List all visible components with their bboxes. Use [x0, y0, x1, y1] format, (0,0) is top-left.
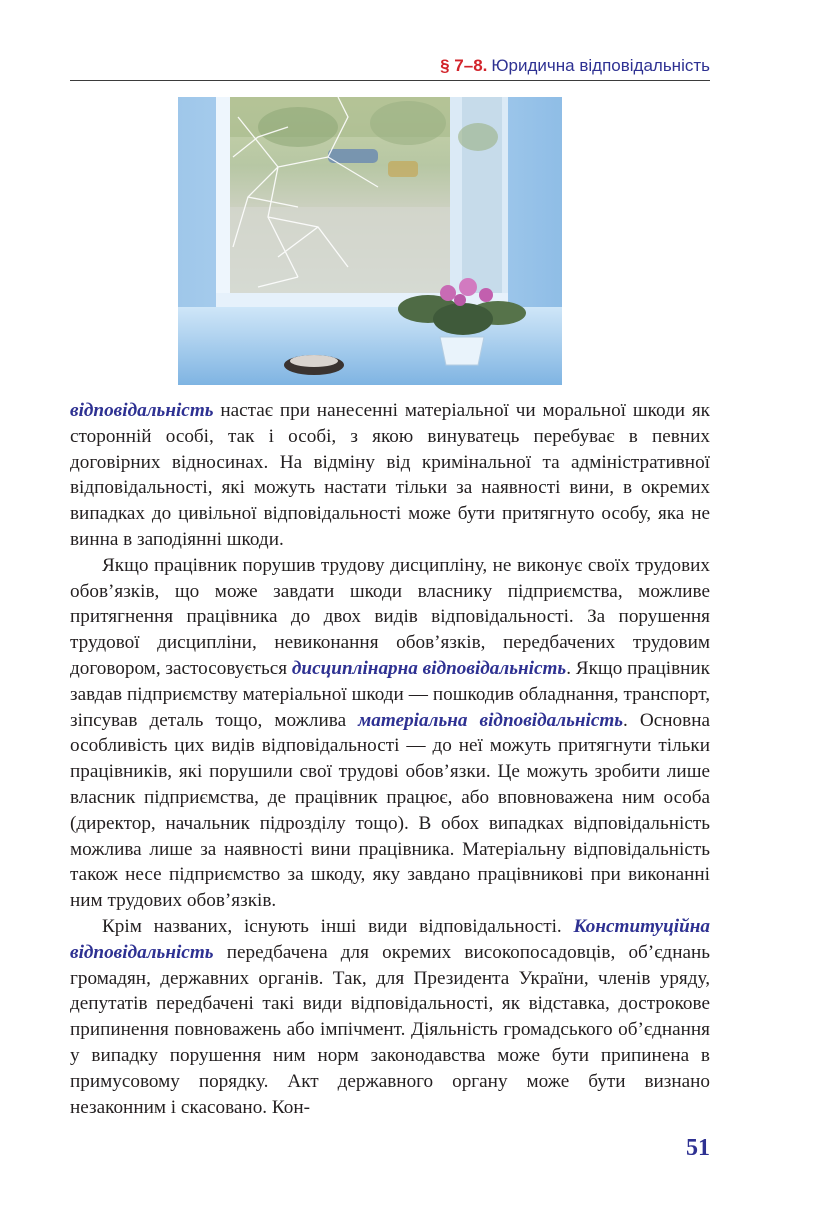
- running-header: [70, 54, 710, 81]
- paragraph-2-text-b: . Якщо працівник завдав підприємству матеріальної шкоди — пошкодив обладнання, транспорт, зіпсував деталь тощо, можлива: [70, 657, 711, 731]
- paragraph-3: [70, 914, 710, 1120]
- paragraph-1: [70, 398, 710, 553]
- broken-window-photo: [178, 97, 562, 385]
- term-civil-responsibility: відповідальність: [70, 400, 214, 421]
- term-disciplinary-responsibility: дисциплінарна відповідальність: [291, 657, 567, 679]
- paragraph-2-text-c: . Основна особливість цих видів відповідальності — до неї можуть притягнути тільки працівників, які порушили свої трудові обов’язки. Це можуть зробити лише власник підприємства, де працівник працює, або вповноважена ним особа (директор, начальник підрозділу тощо). В обох випадках відповідальність можлива лише за наявності вини працівника. Матеріальну відповідальність також несе підприємство за шкоду, яку завдано працівникові при виконанні ним трудових обов’язків.: [70, 709, 710, 912]
- paragraph-2-text-a: Якщо працівник порушив трудову дисципліну, не виконує своїх трудових обов’язків, що може завдати шкоди власнику підприємства, можливе притягнення працівника до двох видів відповідальності. За порушення трудової дисципліни, невиконання обов’язків, передбачених трудовим договором, застосовується: [70, 554, 710, 679]
- page-number: 51: [686, 1135, 710, 1161]
- paragraph-3-text-b: передбачена для окремих високопосадовців, об’єднань громадян, державних органів. Так, для Президента України, членів уряду, депутатів передбачені такі види відповідальності, як відставка, дострокове припинення повноважень або імпічмент. Діяльність громадського об’єднання у випадку порушення ним норм законодавства може бути припинена в примусовому порядку. Акт державного органу може бути визнано незаконним і скасовано. Кон-: [70, 941, 710, 1118]
- paragraph-2: [70, 553, 710, 914]
- section-number: § 7–8.: [440, 56, 488, 75]
- term-constitutional-responsibility: Конституційна відповідальність: [70, 915, 710, 963]
- term-material-responsibility: матеріальна відповідальність: [358, 709, 624, 731]
- body-text: [70, 398, 710, 1120]
- paragraph-1-text: настає при нанесенні матеріальної чи моральної шкоди як сторонній особі, так і особі, з якою винуватець перебуває в певних договірних відносинах. На відміну від кримінальної та адміністративної відповідальності, які можуть настати тільки за наявності вини, в окремих випадках до цивільної відповідальності може бути притягнуто особу, яка не винна в заподіянні шкоди.: [70, 400, 710, 550]
- paragraph-3-text-a: Крім названих, існують інші види відповідальності.: [102, 915, 574, 937]
- chapter-title: Юридична відповідальність: [491, 56, 710, 75]
- broken-window-illustration: [178, 97, 562, 385]
